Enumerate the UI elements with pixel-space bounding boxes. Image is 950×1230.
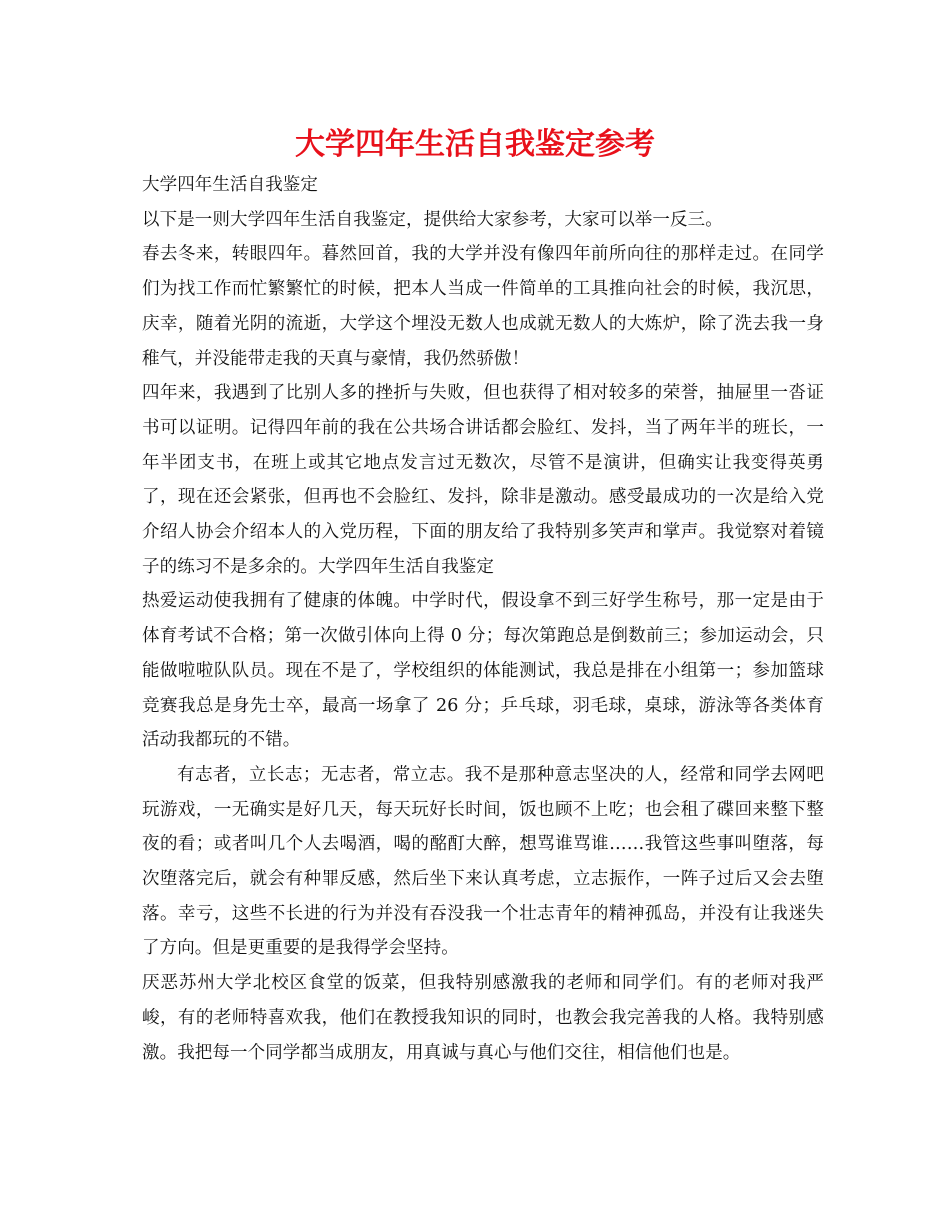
document-body [142, 168, 824, 1070]
paragraph-intro: 以下是一则大学四年生活自我鉴定，提供给大家参考，大家可以举一反三。 [142, 209, 723, 230]
paragraph-ambition: 有志者，立长志；无志者，常立志。我不是那种意志坚决的人，经常和同学去网吧玩游戏，一无确实是好几天，每天玩好长时间，饭也顾不上吃；也会租了碟回来整下整夜的看；或者叫几个人去喝酒，喝的酩酊大醉，想骂谁骂谁……我管这些事叫堕落，每次堕落完后，就会有种罪反感，然后坐下来认真考虑，立志振作，一阵子过后又会去堕落。幸亏，这些不长进的行为并没有吞没我一个壮志青年的精神孤岛，并没有让我迷失了方向。但是更重要的是我得学会坚持。 [142, 764, 824, 959]
paragraph-subtitle: 大学四年生活自我鉴定 [142, 175, 318, 195]
paragraph-gratitude: 厌恶苏州大学北校区食堂的饭菜，但我特别感激我的老师和同学们。有的老师对我严峻，有的老师特喜欢我，他们在教授我知识的同时，也教会我完善我的人格。我特别感激。我把每一个同学都当成朋友，用真诚与真心与他们交往，相信他们也是。 [142, 973, 824, 1063]
paragraph-spring: 春去冬来，转眼四年。暮然回首，我的大学并没有像四年前所向往的那样走过。在同学们为找工作而忙繁繁忙的时候，把本人当成一件简单的工具推向社会的时候，我沉思，庆幸，随着光阴的流逝，大学这个埋没无数人也成就无数人的大炼炉，除了洗去我一身稚气，并没能带走我的天真与豪情，我仍然骄傲！ [142, 244, 824, 369]
paragraph-sports: 热爱运动使我拥有了健康的体魄。中学时代，假设拿不到三好学生称号，那一定是由于体育考试不合格；第一次做引体向上得 0 分；每次第跑总是倒数前三；参加运动会，只能做啦啦队队员。现在不是了，学校组织的体能测试，我总是排在小组第一；参加篮球竞赛我总是身先士卒，最高一场拿了 26 分；乒乓球，羽毛球，桌球，游泳等各类体育活动我都玩的不错。 [142, 591, 824, 751]
paragraph-four-years: 四年来，我遇到了比别人多的挫折与失败，但也获得了相对较多的荣誉，抽屉里一沓证书可以证明。记得四年前的我在公共场合讲话都会脸红、发抖，当了两年半的班长，一年半团支书，在班上或其它地点发言过无数次，尽管不是演讲，但确实让我变得英勇了，现在还会紧张，但再也不会脸红、发抖，除非是激动。感受最成功的一次是给入党介绍人协会介绍本人的入党历程，下面的朋友给了我特别多笑声和掌声。我觉察对着镜子的练习不是多余的。大学四年生活自我鉴定 [142, 383, 824, 577]
document-title: 大学四年生活自我鉴定参考 [295, 127, 655, 162]
